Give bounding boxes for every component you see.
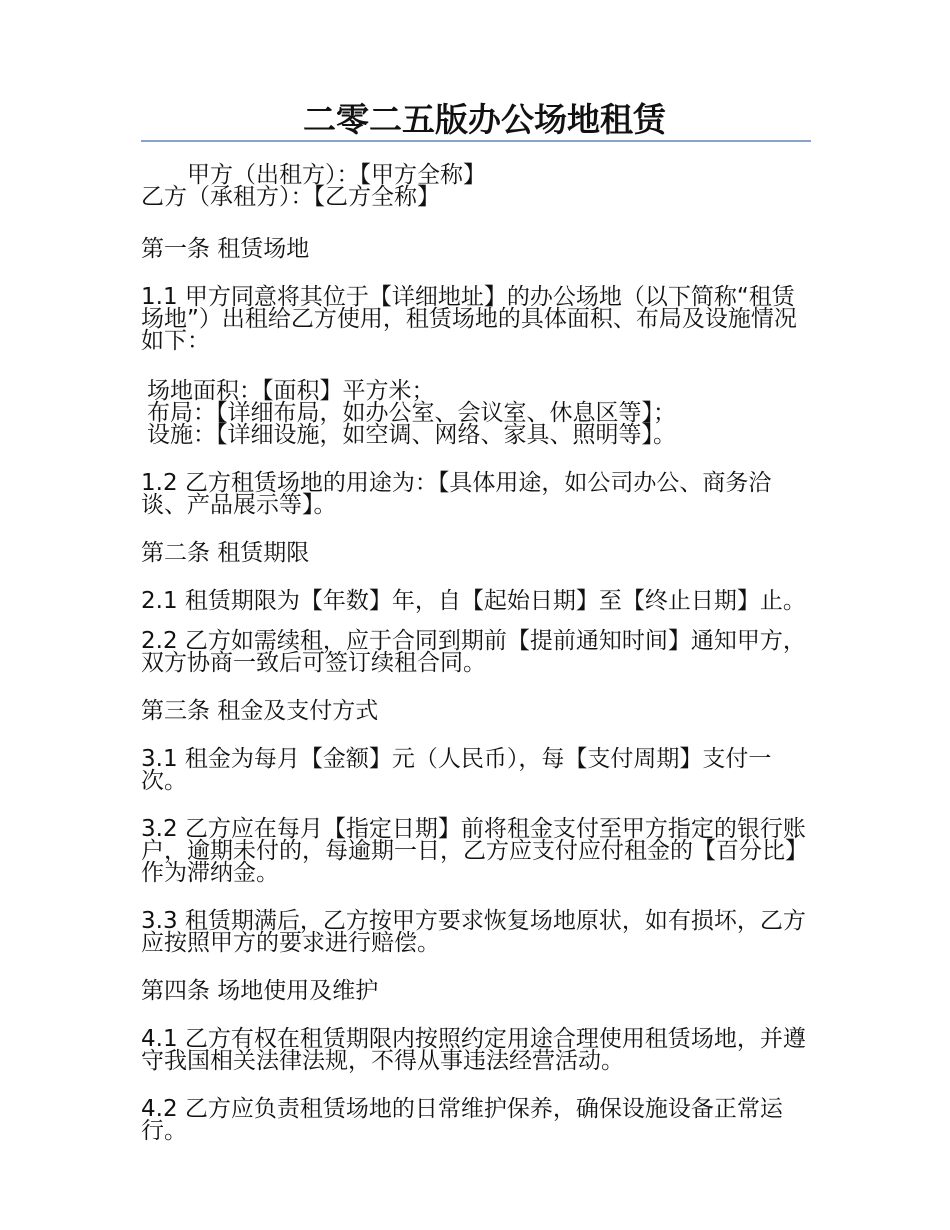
clause-3-1: 3.1 租金为每月【金额】元（人民币），每【支付周期】支付一次。 — [141, 746, 772, 794]
clause-1-2: 1.2 乙方租赁场地的用途为：【具体用途，如公司办公、商务洽谈、产品展示等】。 — [141, 470, 772, 518]
article-3-heading: 第三条 租金及支付方式 — [141, 698, 379, 724]
clause-2-1: 2.1 租赁期限为【年数】年，自【起始日期】至【终止日期】止。 — [141, 588, 806, 614]
document-title: 二零二五版办公场地租赁 — [303, 100, 666, 139]
clause-3-2: 3.2 乙方应在每月【指定日期】前将租金支付至甲方指定的银行账户，逾期未付的，每逾期一日，乙方应支付应付租金的【百分比】作为滞纳金。 — [141, 816, 808, 886]
clause-1-1: 1.1 甲方同意将其位于【详细地址】的办公场地（以下简称“租赁场地”）出租给乙方使用，租赁场地的具体面积、布局及设施情况如下： — [141, 284, 797, 354]
title-underline — [141, 140, 811, 142]
clause-3-3: 3.3 租赁期满后，乙方按甲方要求恢复场地原状，如有损坏，乙方应按照甲方的要求进行赔偿。 — [141, 908, 806, 956]
article-2-heading: 第二条 租赁期限 — [141, 540, 310, 566]
layout-line: 布局：【详细布局，如办公室、会议室、休息区等】； — [147, 400, 676, 426]
area-line: 场地面积：【面积】平方米； — [147, 378, 435, 404]
document-page — [141, 100, 811, 1142]
clause-2-2: 2.2 乙方如需续租，应于合同到期前【提前通知时间】通知甲方，双方协商一致后可签订续租合同。 — [141, 628, 806, 676]
article-4-heading: 第四条 场地使用及维护 — [141, 978, 379, 1004]
clause-4-2: 4.2 乙方应负责租赁场地的日常维护保养，确保设施设备正常运行。 — [141, 1096, 783, 1144]
party-b-line: 乙方（承租方）：【乙方全称】 — [141, 184, 440, 210]
article-1-heading: 第一条 租赁场地 — [141, 236, 310, 262]
facilities-line: 设施：【详细设施，如空调、网络、家具、照明等】。 — [147, 422, 676, 448]
party-a-line: 甲方（出租方）：【甲方全称】 — [187, 162, 486, 188]
clause-4-1: 4.1 乙方有权在租赁期限内按照约定用途合理使用租赁场地，并遵守我国相关法律法规，不得从事违法经营活动。 — [141, 1026, 806, 1074]
